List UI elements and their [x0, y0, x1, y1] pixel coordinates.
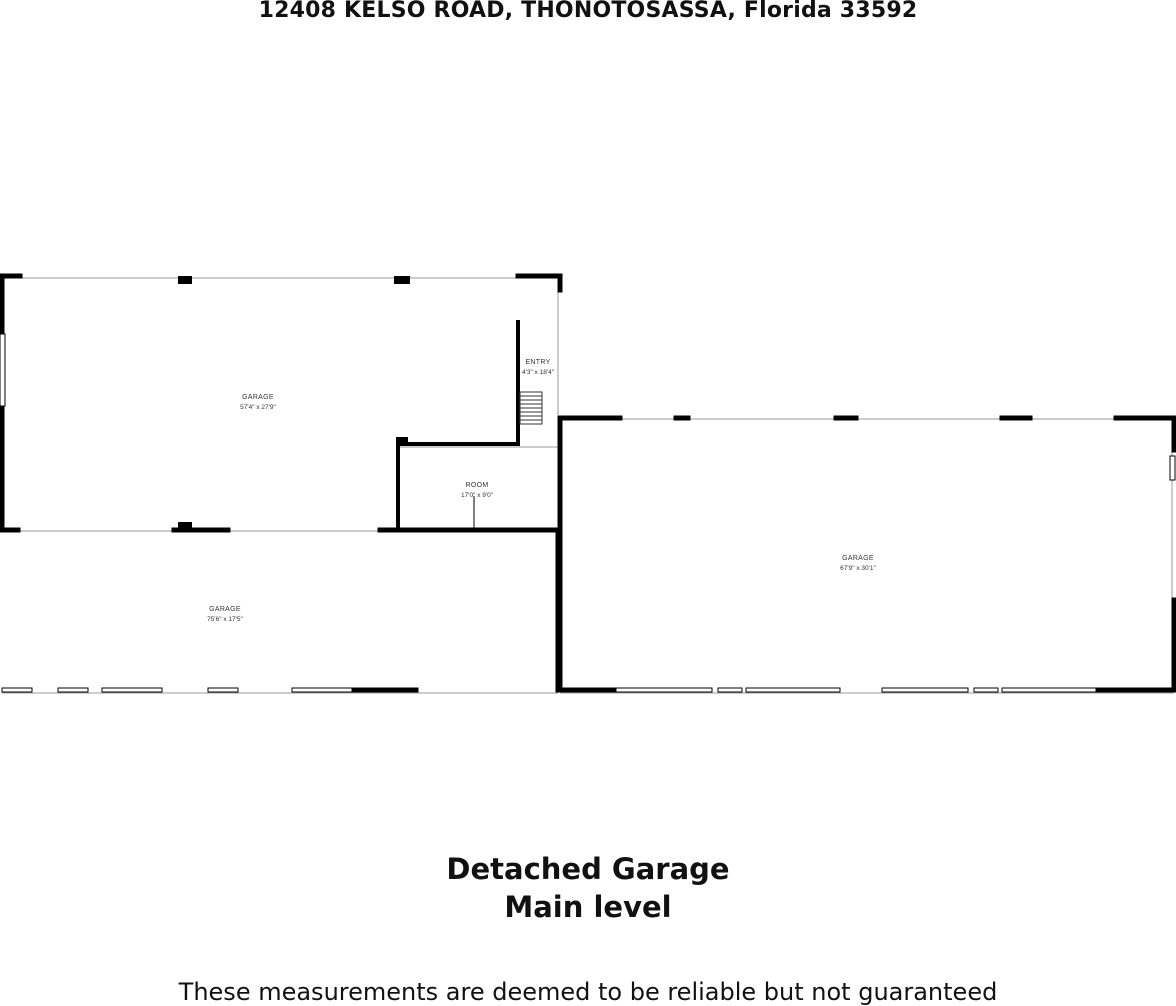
room-name: GARAGE [209, 606, 241, 613]
room-dimensions: 67'9" x 30'1" [840, 565, 876, 572]
room-name: GARAGE [242, 394, 274, 401]
room-name: ENTRY [525, 359, 551, 366]
thin-walls [2, 278, 1174, 693]
room-name: GARAGE [842, 555, 874, 562]
room-label-garage-east [840, 555, 876, 572]
entry-stairs [520, 392, 542, 424]
room-label-garage-sw [207, 606, 243, 623]
room-dimensions: 4'3" x 18'4" [521, 369, 555, 376]
room-dimensions: 75'6" x 17'5" [207, 616, 243, 623]
disclaimer: These measurements are deemed to be reliable but not guaranteed [178, 978, 998, 1006]
room-label-entry [522, 359, 555, 376]
exterior-walls [2, 276, 1174, 690]
floor-name: Main level [504, 890, 672, 924]
property-address: 12408 KELSO ROAD, THONOTOSASSA, Florida 33592 [258, 0, 918, 23]
room-label-garage-nw [240, 394, 276, 411]
building-name: Detached Garage [446, 852, 730, 886]
room-dimensions: 57'4" x 27'9" [240, 404, 276, 411]
level-caption [0, 850, 1176, 926]
room-name: ROOM [465, 482, 489, 489]
room-label-room [461, 482, 494, 499]
windows [0, 334, 1175, 692]
interior-walls [398, 322, 518, 530]
room-dimensions: 17'0" x 9'0" [460, 492, 494, 499]
wall-posts [178, 276, 410, 530]
